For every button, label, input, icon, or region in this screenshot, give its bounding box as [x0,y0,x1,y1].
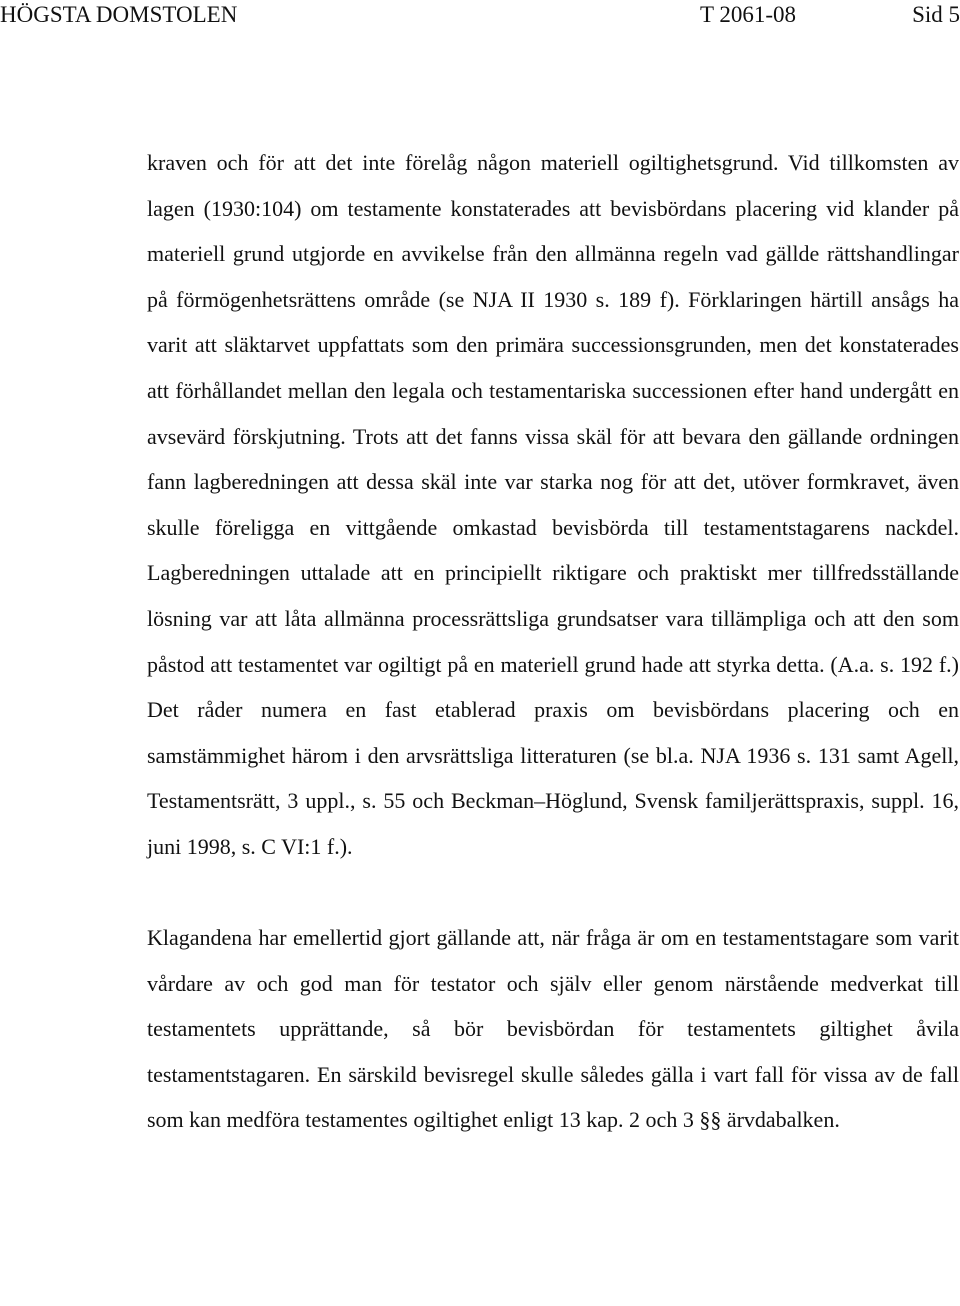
court-name: HÖGSTA DOMSTOLEN [0,2,238,27]
page-number: Sid 5 [912,2,960,27]
page-header [0,0,960,30]
paragraph-1: kraven och för att det inte förelåg någon materiell ogiltighetsgrund. Vid tillkomsten av lagen (1930:104) om testamente konstaterades att bevisbördans placering vid klander på materiell grund utgjorde en avvikelse från den allmänna regeln vad gällde rättshandlingar på förmögenhetsrättens område (se NJA II 1930 s. 189 f). Förklaringen härtill ansågs ha varit att släktarvet uppfattats som den primära successionsgrunden, men det konstaterades att förhållandet mellan den legala och testamentariska successionen efter hand undergått en avsevärd förskjutning. Trots att det fanns vissa skäl för att bevara den gällande ordningen fann lagberedningen att dessa skäl inte var starka nog för att det, utöver formkravet, även skulle föreligga en vittgående omkastad bevisbörda till testamentstagarens nackdel. Lagberedningen uttalade att en principiellt riktigare och praktiskt mer tillfredsställande lösning var att låta allmänna processrättsliga grundsatser vara tillämpliga och att den som påstod att testamentet var ogiltigt på en materiell grund hade att styrka detta. (A.a. s. 192 f.) Det råder numera en fast etablerad praxis om bevisbördans placering och en samstämmighet härom i den arvsrättsliga litteraturen (se bl.a. NJA 1936 s. 131 samt Agell, Testamentsrätt, 3 uppl., s. 55 och Beckman–Höglund, Svensk familjerättspraxis, suppl. 16, juni 1998, s. C VI:1 f.). [147,150,959,859]
document-body [147,140,959,1143]
paragraph-2: Klagandena har emellertid gjort gällande att, när fråga är om en testamentstagare som varit vårdare av och god man för testator och själv eller genom närstående medverkat till testamentets upprättande, så bör bevisbördan för testamentets giltighet åvila testamentstagaren. En särskild bevisregel skulle således gälla i vart fall för vissa av de fall som kan medföra testamentes ogiltighet enligt 13 kap. 2 och 3 §§ ärvdabalken. [147,925,959,1133]
case-number: T 2061-08 [700,2,797,27]
